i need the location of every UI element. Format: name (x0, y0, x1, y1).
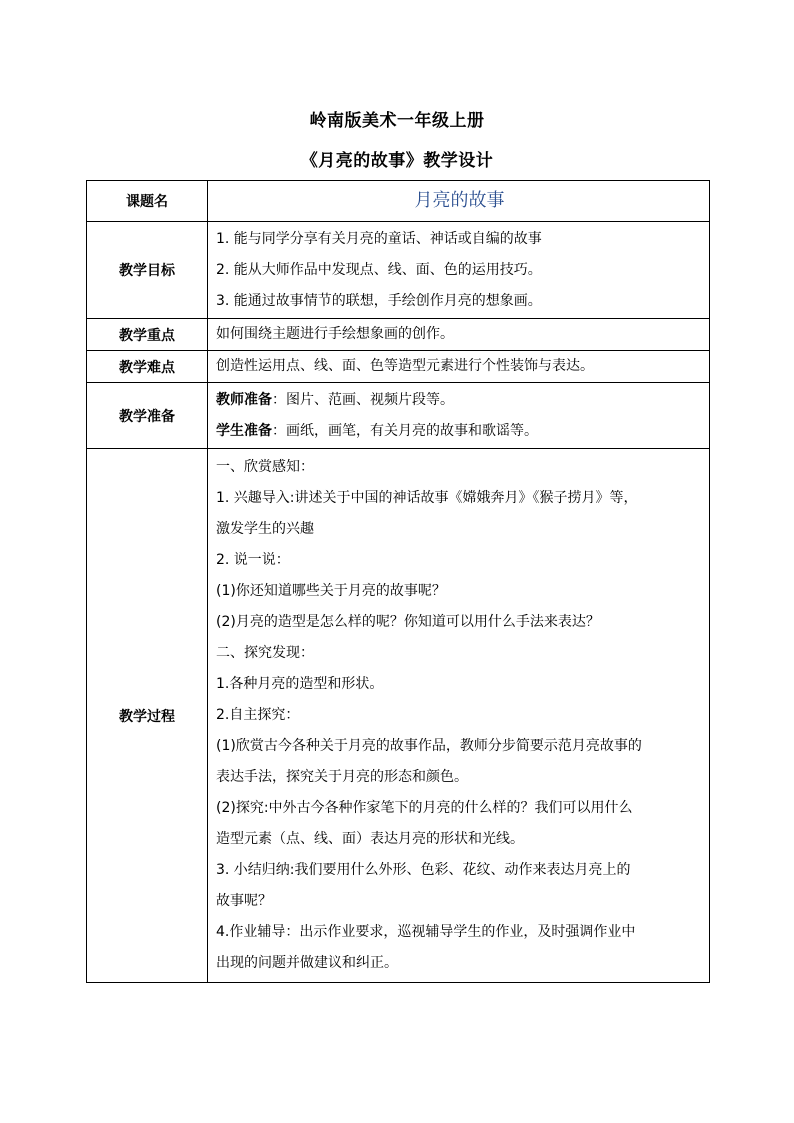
process-line: 造型元素（点、线、面）表达月亮的形状和光线。 (216, 831, 524, 847)
difficulties-cell (208, 351, 710, 383)
student-preparation (216, 416, 703, 447)
preparation-cell (208, 383, 710, 449)
key-points-value: 如何围绕主题进行手绘想象画的创作。 (216, 326, 454, 342)
objective-item: 2. 能从大师作品中发现点、线、面、色的运用技巧。 (216, 261, 542, 278)
table-row-topic (87, 181, 710, 222)
student-preparation-label: 学生准备 (216, 422, 272, 439)
process-line: 一、欣赏感知： (216, 459, 314, 475)
process-line: 2.自主探究： (216, 707, 300, 723)
process-line: 3. 小结归纳:我们要用什么外形、色彩、花纹、动作来表达月亮上的 (216, 862, 631, 878)
objectives-cell (208, 222, 710, 319)
table-row-key-points (87, 319, 710, 351)
process-cell (208, 449, 710, 983)
difficulties-value: 创造性运用点、线、面、色等造型元素进行个性装饰与表达。 (216, 358, 594, 374)
process-line: (2)探究:中外古今各种作家笔下的月亮的什么样的？我们可以用什么 (216, 800, 633, 816)
objectives-label: 教学目标 (87, 222, 208, 319)
process-line: 出现的问题并做建议和纠正。 (216, 955, 398, 971)
process-line: 1. 兴趣导入:讲述关于中国的神话故事《嫦娥奔月》《猴子捞月》等， (216, 490, 638, 506)
key-points-cell (208, 319, 710, 351)
process-line: 1.各种月亮的造型和形状。 (216, 676, 384, 692)
table-row-objectives (87, 222, 710, 319)
topic-value: 月亮的故事 (414, 190, 505, 211)
document-subtitle: 《月亮的故事》教学设计 (300, 151, 494, 171)
document-title: 岭南版美术一年级上册 (309, 111, 485, 131)
process-line: 激发学生的兴趣 (216, 521, 314, 537)
objective-item: 3. 能通过故事情节的联想，手绘创作月亮的想象画。 (216, 292, 542, 309)
process-line: 故事呢？ (216, 893, 272, 909)
key-points-label: 教学重点 (87, 319, 208, 351)
teacher-preparation (216, 385, 703, 416)
table-row-process (87, 449, 710, 983)
process-label: 教学过程 (87, 449, 208, 983)
student-preparation-text: ：画纸，画笔，有关月亮的故事和歌谣等。 (272, 422, 538, 439)
process-line: 二、探究发现： (216, 645, 314, 661)
lesson-plan-table (86, 180, 710, 983)
process-line: 4.作业辅导：出示作业要求，巡视辅导学生的作业，及时强调作业中 (216, 924, 636, 940)
table-row-difficulties (87, 351, 710, 383)
teacher-preparation-label: 教师准备 (216, 391, 272, 408)
process-line: 2. 说一说： (216, 552, 290, 568)
process-line: (2)月亮的造型是怎么样的呢？你知道可以用什么手法来表达？ (216, 614, 600, 630)
process-line: (1)你还知道哪些关于月亮的故事呢？ (216, 583, 446, 599)
preparation-label: 教学准备 (87, 383, 208, 449)
difficulties-label: 教学难点 (87, 351, 208, 383)
topic-value-cell (208, 181, 710, 222)
table-row-preparation (87, 383, 710, 449)
process-line: 表达手法，探究关于月亮的形态和颜色。 (216, 769, 468, 785)
topic-label: 课题名 (87, 181, 208, 222)
process-line: (1)欣赏古今各种关于月亮的故事作品，教师分步简要示范月亮故事的 (216, 738, 642, 754)
objective-item: 1. 能与同学分享有关月亮的童话、神话或自编的故事 (216, 230, 542, 247)
teacher-preparation-text: ：图片、范画、视频片段等。 (272, 391, 454, 408)
